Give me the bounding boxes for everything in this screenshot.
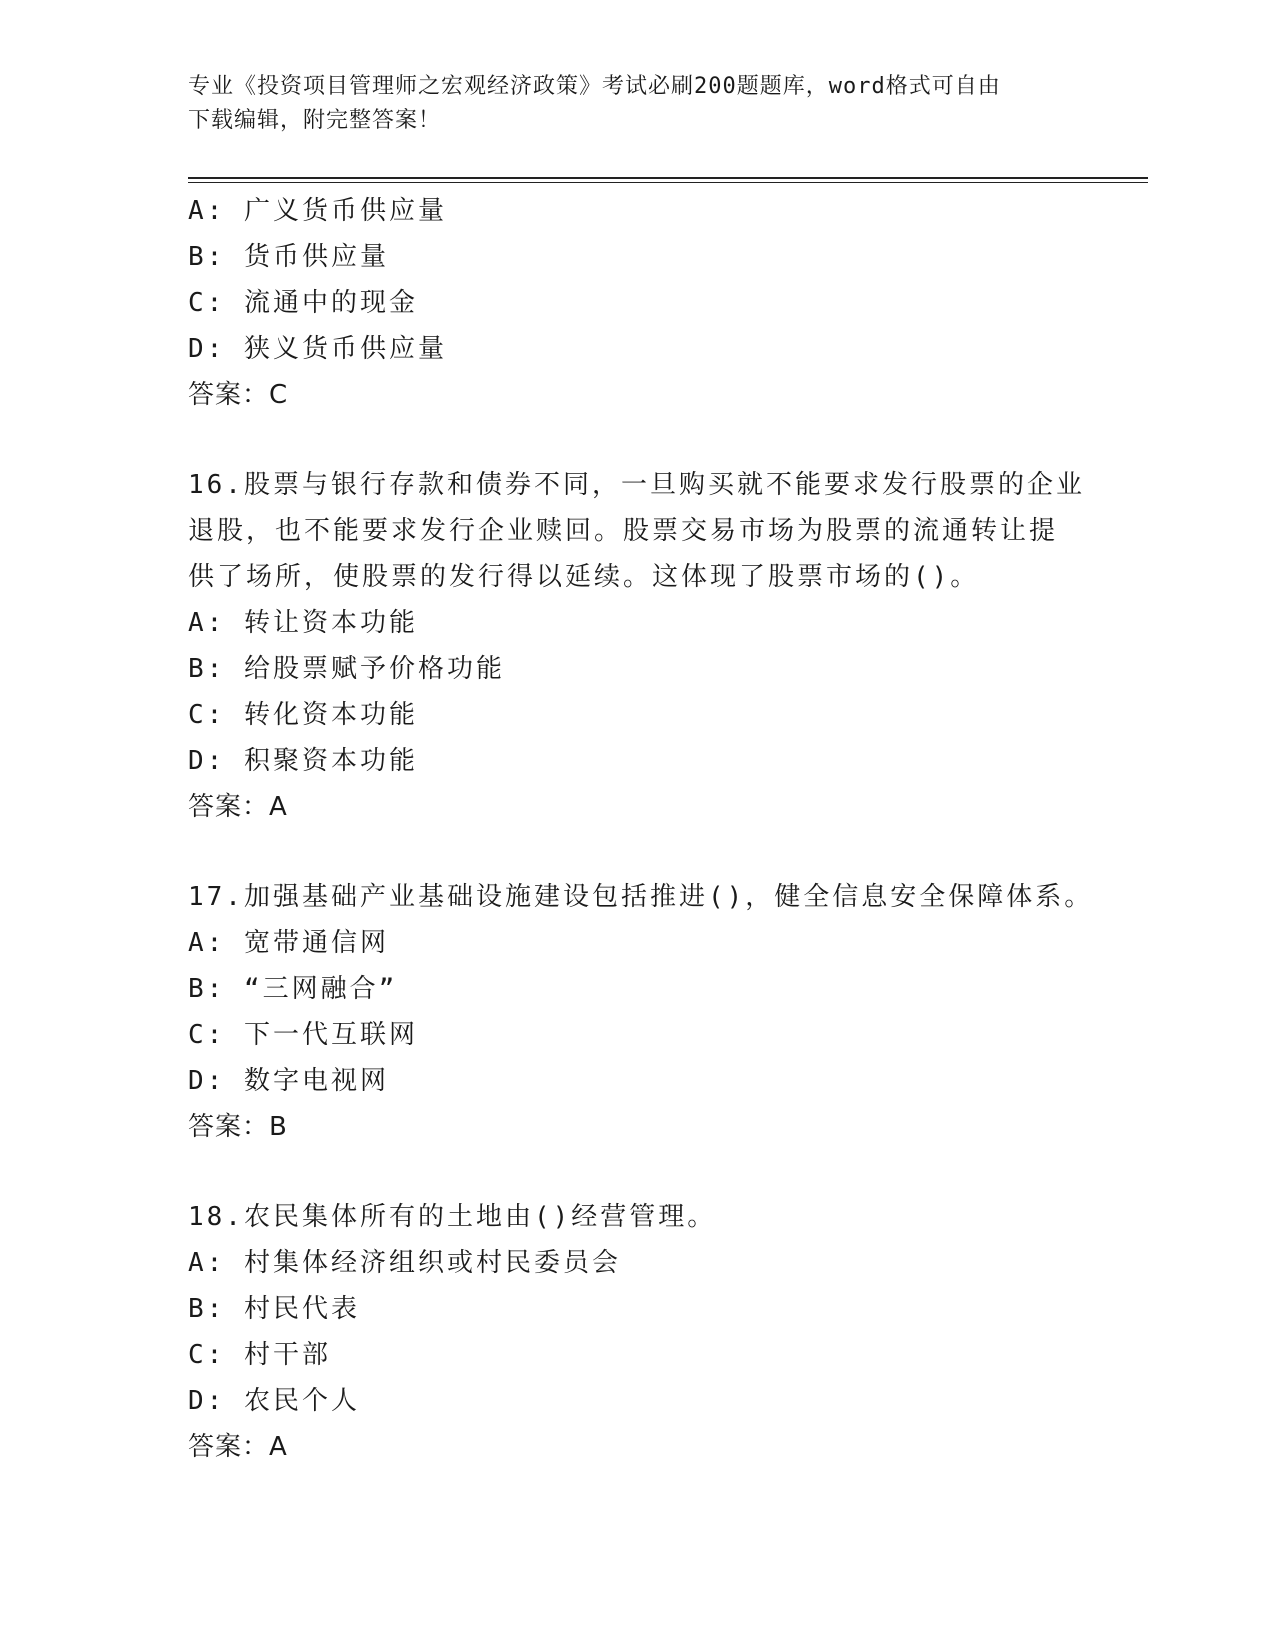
option-a: A: 转让资本功能 (188, 608, 418, 638)
header-divider (188, 177, 1148, 183)
option-d: D: 狭义货币供应量 (188, 334, 447, 364)
question-text-line: 退股，也不能要求发行企业赎回。股票交易市场为股票的流通转让提 (188, 516, 1059, 546)
option-d: D: 农民个人 (188, 1386, 360, 1416)
option-c: C: 流通中的现金 (188, 288, 418, 318)
option-b: B: 货币供应量 (188, 242, 389, 272)
question-text-line: 16.股票与银行存款和债券不同，一旦购买就不能要求发行股票的企业 (188, 470, 1085, 500)
question-17 (188, 874, 1094, 1150)
option-b: B: 给股票赋予价格功能 (188, 654, 505, 684)
question-text-line: 供了场所，使股票的发行得以延续。这体现了股票市场的()。 (188, 562, 980, 592)
option-d: D: 数字电视网 (188, 1066, 389, 1096)
document-page (188, 0, 1148, 1650)
question-list (188, 188, 1094, 1470)
document-header (188, 70, 1068, 138)
option-c: C: 转化资本功能 (188, 700, 418, 730)
answer: 答案：A (188, 792, 288, 822)
answer: 答案：A (188, 1432, 288, 1462)
header-title-line-1: 专业《投资项目管理师之宏观经济政策》考试必刷200题题库，word格式可自由 (188, 74, 1001, 99)
question-text-line: 18.农民集体所有的土地由()经营管理。 (188, 1202, 717, 1232)
option-b: B: “三网融合” (188, 974, 398, 1004)
question-15 (188, 188, 1088, 418)
answer: 答案：B (188, 1112, 288, 1142)
question-text-line: 17.加强基础产业基础设施建设包括推进()，健全信息安全保障体系。 (188, 882, 1094, 912)
option-c: C: 下一代互联网 (188, 1020, 418, 1050)
option-d: D: 积聚资本功能 (188, 746, 418, 776)
answer: 答案：C (188, 380, 289, 410)
option-a: A: 宽带通信网 (188, 928, 389, 958)
option-a: A: 村集体经济组织或村民委员会 (188, 1248, 621, 1278)
option-a: A: 广义货币供应量 (188, 196, 447, 226)
option-b: B: 村民代表 (188, 1294, 360, 1324)
header-title-line-2: 下载编辑，附完整答案！ (188, 108, 442, 133)
question-16 (188, 462, 1085, 830)
question-18 (188, 1194, 1068, 1470)
option-c: C: 村干部 (188, 1340, 331, 1370)
